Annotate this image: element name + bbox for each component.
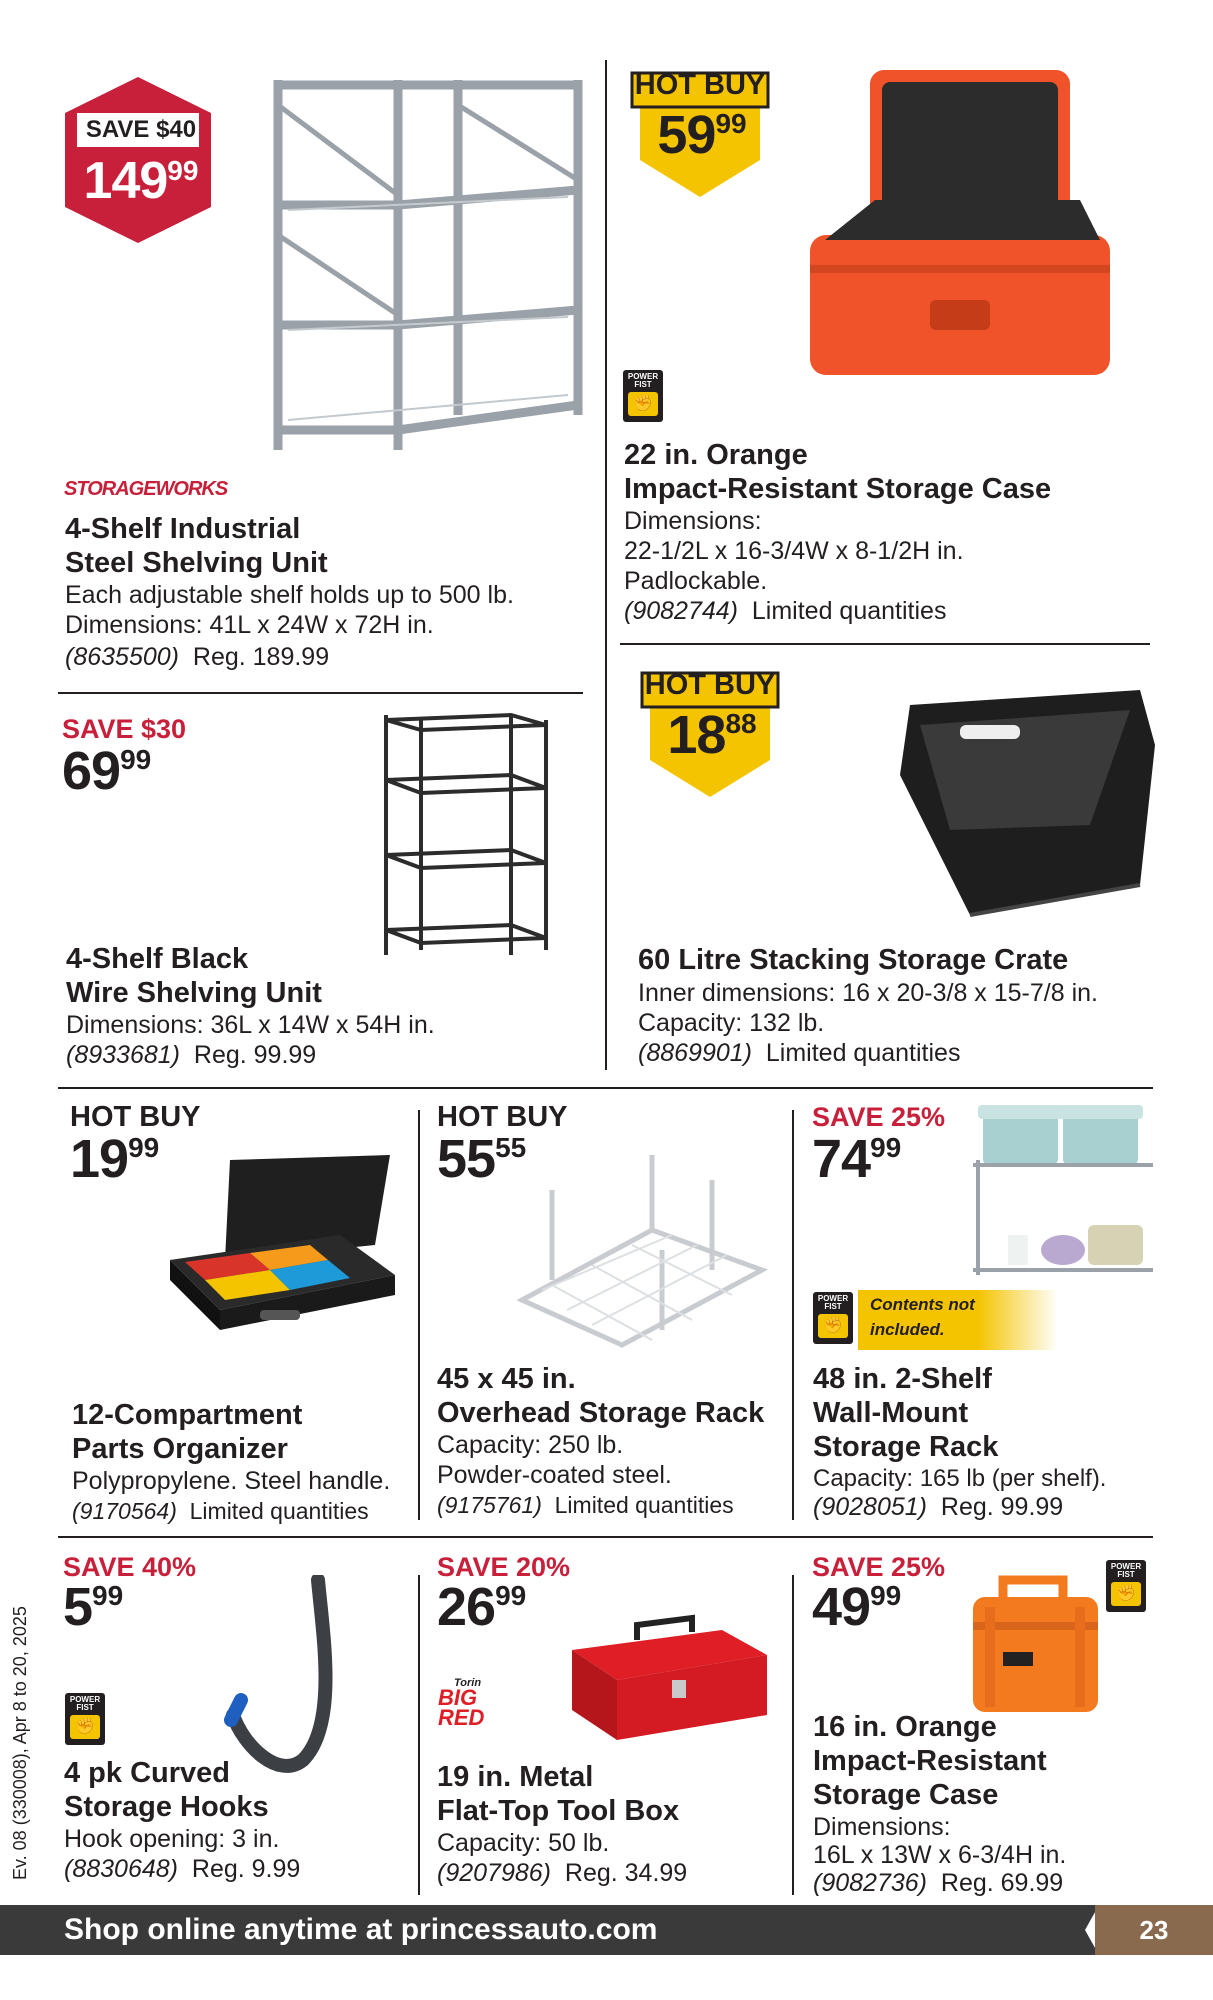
product-sku-line: [624, 596, 946, 626]
product-wire-shelving[interactable]: [58, 710, 598, 1080]
power-fist-text: POWER FIST: [627, 372, 659, 389]
overhead-rack-image: [512, 1150, 772, 1360]
sku: (8830648): [64, 1855, 178, 1883]
product-desc-line2: Dimensions: 41L x 24W x 72H in.: [65, 611, 434, 639]
regular-price: Reg. 189.99: [192, 643, 330, 671]
product-title-line1: 48 in. 2-Shelf: [813, 1363, 992, 1395]
sku: (8635500): [65, 643, 179, 671]
footer-link-text[interactable]: Shop online anytime at princessauto.com: [64, 1913, 658, 1946]
product-orange-case-16[interactable]: [808, 1550, 1158, 1895]
availability-note: Limited quantities: [554, 1492, 734, 1518]
price-cents: 99: [870, 1580, 902, 1611]
product-title-line1: 12-Compartment: [72, 1399, 303, 1431]
product-title-line2: Wire Shelving Unit: [66, 977, 322, 1009]
vertical-divider-row4b: [792, 1575, 794, 1895]
product-desc-line3: Padlockable.: [624, 567, 768, 595]
product-sku-line: [813, 1492, 1063, 1522]
availability-note: Limited quantities: [751, 597, 947, 625]
save-label: SAVE $40: [85, 116, 197, 143]
price: [812, 1129, 902, 1189]
hot-buy-label: HOT BUY: [70, 1101, 201, 1133]
product-title-line3: Storage Case: [813, 1779, 999, 1811]
curved-hook-image: [223, 1575, 353, 1775]
orange-case-small-image: [963, 1572, 1103, 1722]
price-dollars: 55: [437, 1129, 496, 1189]
price-cents: 99: [495, 1580, 527, 1611]
product-sku-line: [72, 1496, 369, 1526]
product-desc-line1: Hook opening: 3 in.: [64, 1825, 280, 1853]
product-title-line3: Storage Rack: [813, 1431, 999, 1463]
product-title-line2: Wall-Mount: [813, 1397, 969, 1429]
product-desc-line1: Capacity: 250 lb.: [437, 1431, 624, 1459]
sku: (9207986): [437, 1859, 551, 1887]
save-label: SAVE 25%: [812, 1102, 946, 1132]
product-parts-organizer[interactable]: [65, 1100, 415, 1524]
footer-bar[interactable]: [0, 1905, 1213, 1955]
product-steel-shelving[interactable]: [58, 70, 598, 680]
product-desc-line2: Powder-coated steel.: [437, 1461, 672, 1489]
torin-text: Torin: [454, 1677, 482, 1689]
price-dollars: 26: [437, 1577, 496, 1637]
product-desc-line1: Polypropylene. Steel handle.: [72, 1467, 391, 1495]
product-sku-line: [437, 1858, 687, 1888]
product-title-line1: 4-Shelf Industrial: [65, 513, 301, 545]
save-label: SAVE $30: [62, 714, 187, 744]
product-sku-line: [66, 1040, 316, 1070]
price-dollars: 69: [62, 741, 121, 801]
product-overhead-rack[interactable]: [432, 1100, 787, 1520]
product-desc-line1: Capacity: 50 lb.: [437, 1829, 610, 1857]
wall-rack-image: [968, 1100, 1158, 1300]
product-storage-hooks[interactable]: [58, 1550, 413, 1895]
horizontal-divider-right: [620, 643, 1150, 645]
product-title-line1: 45 x 45 in.: [437, 1363, 576, 1395]
availability-note: Limited quantities: [765, 1039, 961, 1067]
power-fist-text: POWER FIST: [817, 1294, 849, 1311]
product-desc-line1: Dimensions: 36L x 14W x 54H in.: [66, 1011, 435, 1039]
regular-price: Reg. 99.99: [193, 1041, 317, 1069]
vertical-divider-top: [605, 60, 607, 1070]
product-desc-line1: Dimensions:: [813, 1813, 951, 1841]
orange-case-image: [800, 60, 1140, 400]
horizontal-divider-row3: [58, 1087, 1153, 1089]
product-title-line2: Storage Hooks: [64, 1791, 269, 1823]
storageworks-logo: STORAGEWORKS: [64, 478, 228, 500]
product-title-line1: 22 in. Orange: [624, 439, 808, 471]
product-tool-box[interactable]: [432, 1550, 787, 1895]
price: [812, 1577, 902, 1637]
price: [634, 105, 770, 165]
price: [437, 1577, 527, 1637]
hot-buy-label: HOT BUY: [644, 669, 776, 701]
sku: (8933681): [66, 1041, 180, 1069]
hot-buy-label: HOT BUY: [437, 1101, 568, 1133]
price-cents: 99: [128, 1132, 160, 1163]
price-cents: 99: [92, 1580, 124, 1611]
price-dollars: 18: [667, 705, 726, 765]
regular-price: Reg. 9.99: [191, 1855, 301, 1883]
power-fist-text: POWER FIST: [1110, 1562, 1142, 1579]
price-cents: 88: [725, 708, 757, 739]
power-fist-logo: [65, 1693, 105, 1745]
product-title-line2: Steel Shelving Unit: [65, 547, 328, 579]
availability-note: Limited quantities: [189, 1498, 369, 1524]
wire-shelving-image: [376, 710, 556, 960]
product-desc-line1: Inner dimensions: 16 x 20-3/8 x 15-7/8 in.: [638, 979, 1098, 1007]
price-cents: 99: [120, 744, 152, 775]
product-title-line1: 60 Litre Stacking Storage Crate: [638, 944, 1069, 976]
sku: (9082736): [813, 1869, 927, 1897]
vertical-divider-row3a: [418, 1110, 420, 1520]
save-label: SAVE 40%: [63, 1552, 197, 1582]
product-title-line2: Overhead Storage Rack: [437, 1397, 765, 1429]
product-title-line2: Parts Organizer: [72, 1433, 288, 1465]
product-title-line1: 16 in. Orange: [813, 1711, 997, 1743]
product-title-line1: 4 pk Curved: [64, 1757, 230, 1789]
vertical-divider-row3b: [792, 1110, 794, 1520]
sku: (8869901): [638, 1039, 752, 1067]
vertical-divider-row4a: [418, 1575, 420, 1895]
product-sku-line: [437, 1490, 734, 1520]
fist-icon: ✊: [1111, 1582, 1141, 1606]
fist-icon: ✊: [818, 1314, 848, 1338]
product-title-line1: 19 in. Metal: [437, 1761, 594, 1793]
price: [62, 741, 152, 801]
price-cents: 55: [495, 1132, 527, 1163]
fist-icon: ✊: [628, 392, 658, 416]
tool-box-image: [562, 1610, 772, 1750]
product-sku-line: [65, 642, 329, 672]
price-dollars: 149: [83, 152, 168, 210]
regular-price: Reg. 34.99: [564, 1859, 688, 1887]
product-sku-line: [638, 1038, 960, 1068]
contents-callout-text: Contents not included.: [870, 1295, 975, 1339]
big-red-logo: BIG RED: [438, 1685, 485, 1730]
sku: (9028051): [813, 1493, 927, 1521]
price-dollars: 19: [70, 1129, 129, 1189]
price-cents: 99: [715, 108, 747, 139]
price-dollars: 59: [657, 105, 716, 165]
price: [644, 705, 780, 765]
product-desc-line2: Capacity: 132 lb.: [638, 1009, 825, 1037]
product-desc-line1: Dimensions:: [624, 507, 762, 535]
product-desc-line2: 22-1/2L x 16-3/4W x 8-1/2H in.: [624, 537, 964, 565]
price: [70, 1129, 160, 1189]
price-dollars: 74: [812, 1129, 871, 1189]
product-desc-line2: 16L x 13W x 6-3/4H in.: [813, 1841, 1067, 1869]
steel-shelving-image: [268, 75, 588, 455]
price: [76, 152, 206, 210]
horizontal-divider-left: [58, 692, 583, 694]
sku: (9082744): [624, 597, 738, 625]
power-fist-logo: [1106, 1560, 1146, 1612]
product-sku-line: [64, 1854, 300, 1884]
price-dollars: 49: [812, 1577, 871, 1637]
storage-crate-image: [890, 685, 1160, 925]
page-number: 23: [1095, 1905, 1213, 1955]
product-wall-rack[interactable]: [808, 1100, 1158, 1520]
product-title-line2: Impact-Resistant: [813, 1745, 1047, 1777]
sku: (9175761): [437, 1492, 542, 1518]
product-desc-line1: Capacity: 165 lb (per shelf).: [813, 1465, 1107, 1492]
edition-date-text: Ev. 08 (330008), Apr 8 to 20, 2025: [10, 1606, 30, 1880]
product-title-line2: Impact-Resistant Storage Case: [624, 473, 1052, 505]
save-label: SAVE 25%: [812, 1552, 946, 1582]
power-fist-logo: [623, 370, 663, 422]
price-cents: 99: [167, 155, 199, 186]
product-storage-crate[interactable]: [630, 660, 1160, 1075]
price-cents: 99: [870, 1132, 902, 1163]
sku: (9170564): [72, 1498, 177, 1524]
regular-price: Reg. 99.99: [940, 1493, 1064, 1521]
fist-icon: ✊: [70, 1715, 100, 1739]
price-dollars: 5: [63, 1577, 93, 1637]
price: [63, 1577, 124, 1637]
product-title-line2: Flat-Top Tool Box: [437, 1795, 680, 1827]
hot-buy-label: HOT BUY: [634, 69, 766, 101]
power-fist-text: POWER FIST: [69, 1695, 101, 1712]
save-label: SAVE 20%: [437, 1552, 571, 1582]
product-desc-line1: Each adjustable shelf holds up to 500 lb.: [65, 581, 514, 609]
product-sku-line: [813, 1868, 1063, 1898]
regular-price: Reg. 69.99: [940, 1869, 1064, 1897]
parts-organizer-image: [160, 1150, 400, 1350]
product-orange-case-22[interactable]: [620, 60, 1160, 630]
product-title-line1: 4-Shelf Black: [66, 943, 249, 975]
power-fist-logo: [813, 1292, 853, 1344]
horizontal-divider-row4: [58, 1536, 1153, 1538]
